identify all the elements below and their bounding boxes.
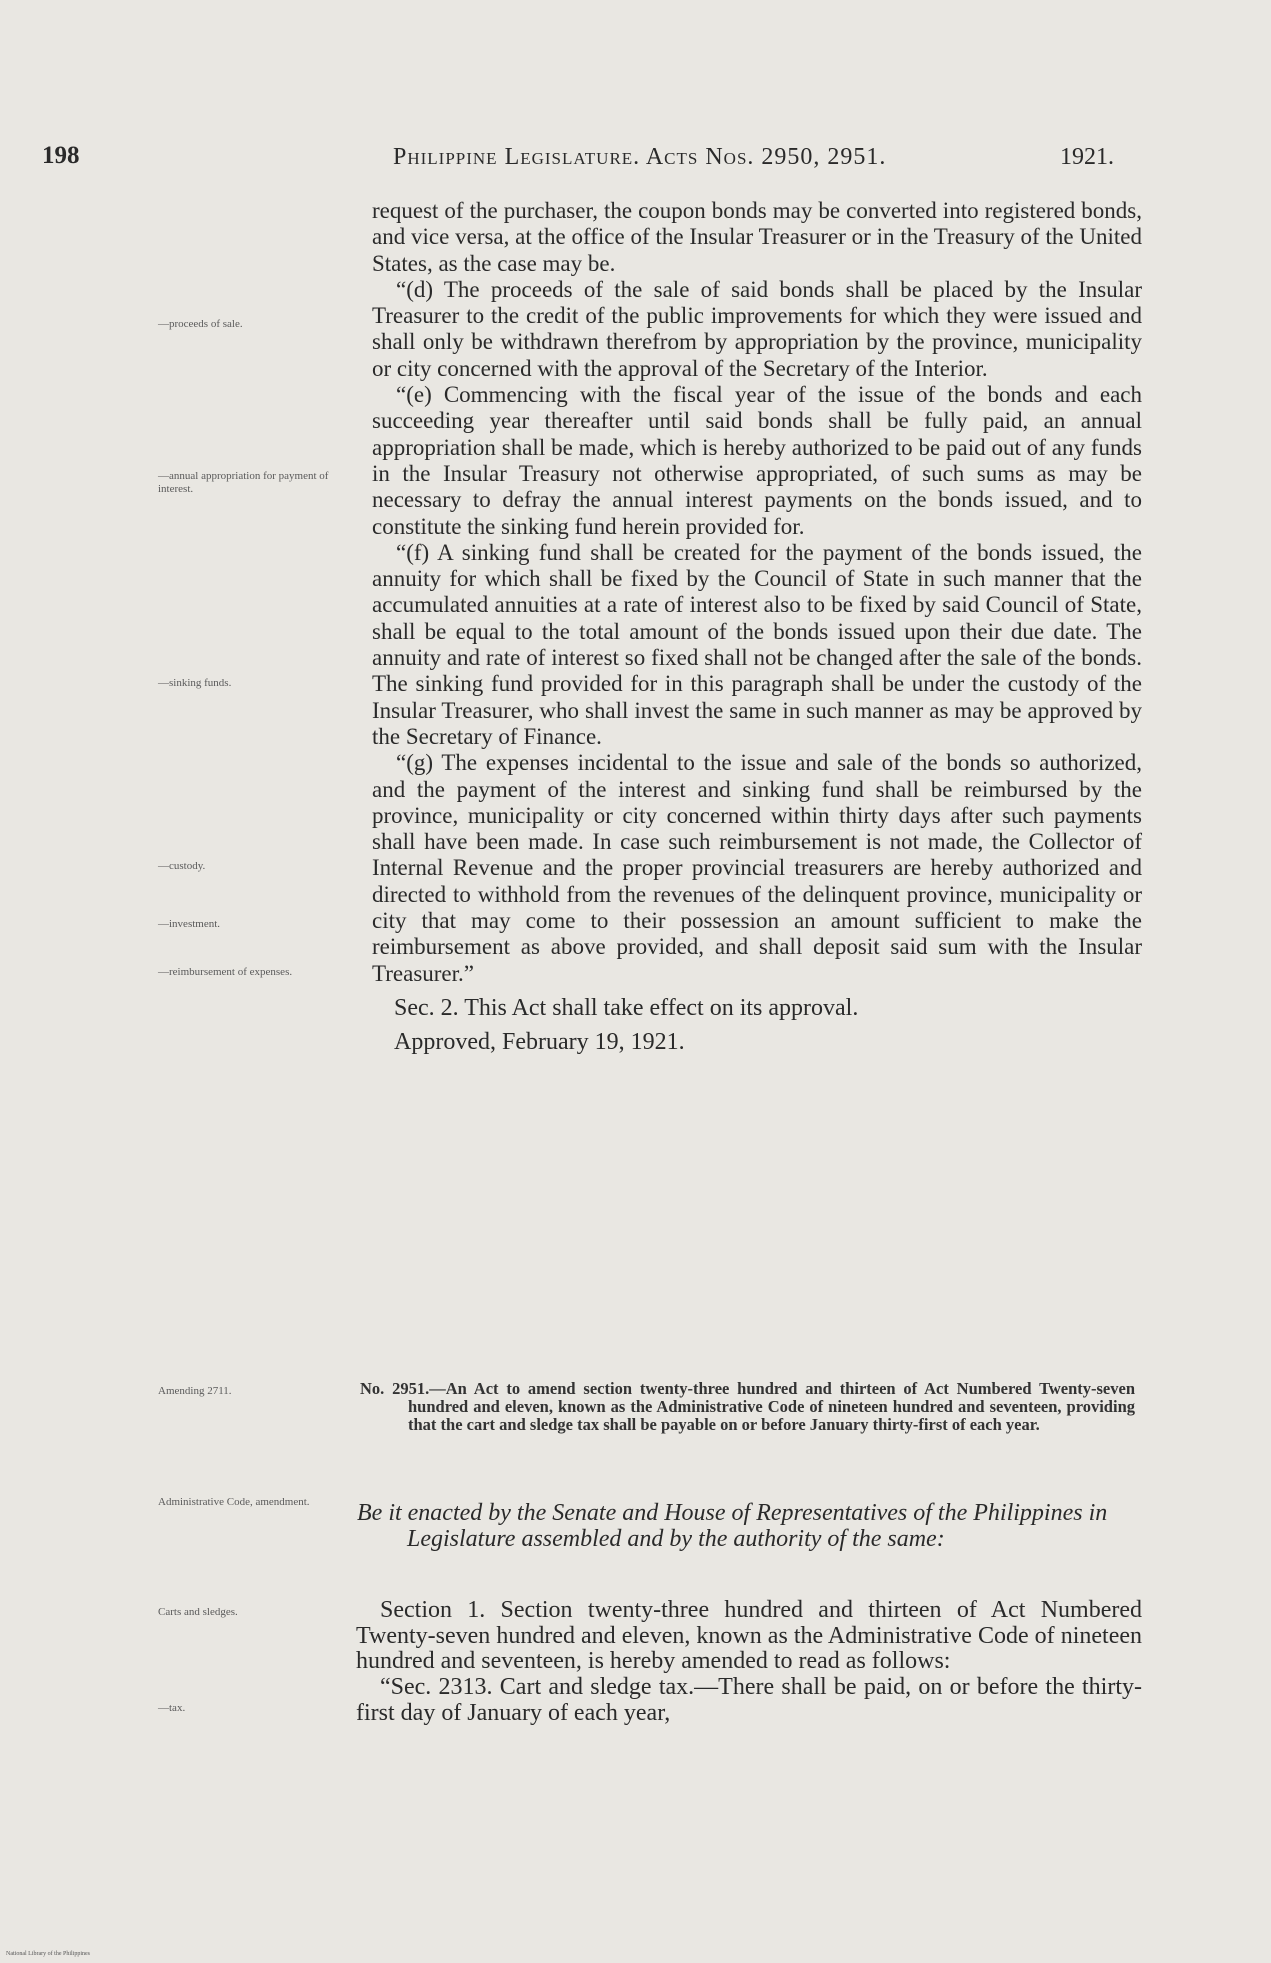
paragraph-d: “(d) The proceeds of the sale of said bonds shall be placed by the Insular Treasurer to the credit of the public improvements for which they were issued and shall only be withdrawn therefrom by appropriation by the province, municipality or city concerned with the approval of the Secretary of the Interior. — [372, 276, 1142, 381]
margin-note-tax: —tax. — [158, 1702, 186, 1714]
margin-note-sinking-funds: —sinking funds. — [158, 677, 232, 689]
act-2950-body — [372, 198, 1142, 1059]
running-head — [393, 144, 886, 171]
library-stamp: National Library of the Philippines — [6, 1951, 90, 1957]
act-2951-title: No. 2951.—An Act to amend section twenty-three hundred and thirteen of Act Numbered Twenty-seven hundred and eleven, known as the Administrative Code of nineteen hundred and seventeen, providing that the cart and sledge tax shall be payable on or before January thirty-first of each year. — [360, 1379, 1135, 1434]
page-number: 198 — [42, 142, 80, 169]
paragraph-request: request of the purchaser, the coupon bonds may be converted into registered bonds, and vice versa, at the office of the Insular Treasurer or in the Treasury of the United States, as the case may be. — [372, 198, 1142, 276]
margin-note-reimbursement: —reimbursement of expenses. — [158, 966, 293, 978]
approval-date: Approved, February 19, 1921. — [394, 1028, 685, 1055]
margin-note-custody: —custody. — [158, 860, 206, 872]
margin-note-admin-code: Administrative Code, amendment. — [158, 1496, 310, 1508]
enacting-clause-text: Be it enacted by the Senate and House of Representatives of the Philippines in Legislature assembled and by the authority of the same: — [357, 1500, 1108, 1552]
section-2: Sec. 2. This Act shall take effect on its approval. — [394, 994, 859, 1021]
margin-note-carts-sledges: Carts and sledges. — [158, 1606, 238, 1618]
margin-note-investment: —investment. — [158, 918, 221, 930]
margin-note-proceeds: —proceeds of sale. — [158, 318, 243, 330]
section-1: Section 1. Section twenty-three hundred and thirteen of Act Numbered Twenty-seven hundred and eleven, known as the Administrative Code of nineteen hundred and seventeen, is hereby amended to read as follows: — [356, 1597, 1142, 1675]
act-2951-summary — [360, 1380, 1135, 1434]
paragraph-g: “(g) The expenses incidental to the issue and sale of the bonds so authorized, and the payment of the interest and sinking fund shall be reimbursed by the province, municipality or city concerned within thirty days after such payments shall have been made. In case such reimbursement is not made, the Collector of Internal Revenue and the proper provincial treasurers are hereby authorized and directed to withhold from the revenues of the delinquent province, municipality or city that may come to their possession an amount sufficient to make the reimbursement as above provided, and shall deposit said sum with the Insular Treasurer.” — [372, 750, 1142, 986]
section-2313: “Sec. 2313. Cart and sledge tax.—There shall be paid, on or before the thirty-first day of January of each year, — [356, 1674, 1142, 1726]
running-head-year: 1921. — [1060, 144, 1114, 170]
margin-note-annual-appropriation: —annual appropriation for payment of interest. — [158, 470, 329, 495]
paragraph-f: “(f) A sinking fund shall be created for the payment of the bonds issued, the annuity for which shall be fixed by the Council of State in such manner that the accumulated annuities at a rate of interest also to be fixed by said Council of State, shall be equal to the total amount of the bonds issued upon their due date. The annuity and rate of interest so fixed shall not be changed after the sale of the bonds. The sinking fund provided for in this paragraph shall be under the custody of the Insular Treasurer, who shall invest the same in such manner as may be approved by the Secretary of Finance. — [372, 539, 1142, 749]
running-head-text: Philippine Legislature. Acts Nos. 2950, 2951. — [393, 144, 887, 170]
enacting-clause — [357, 1500, 1142, 1552]
margin-note-amending: Amending 2711. — [158, 1385, 232, 1397]
act-2951-body — [356, 1598, 1142, 1727]
page-header — [0, 142, 1271, 182]
paragraph-e: “(e) Commencing with the fiscal year of the issue of the bonds and each succeeding year thereafter until said bonds shall be fully paid, an annual appropriation shall be made, which is hereby authorized to be paid out of any funds in the Insular Treasury not otherwise appropriated, of such sums as may be necessary to defray the annual interest payments on the bonds issued, and to constitute the sinking fund herein provided for. — [372, 382, 1142, 539]
